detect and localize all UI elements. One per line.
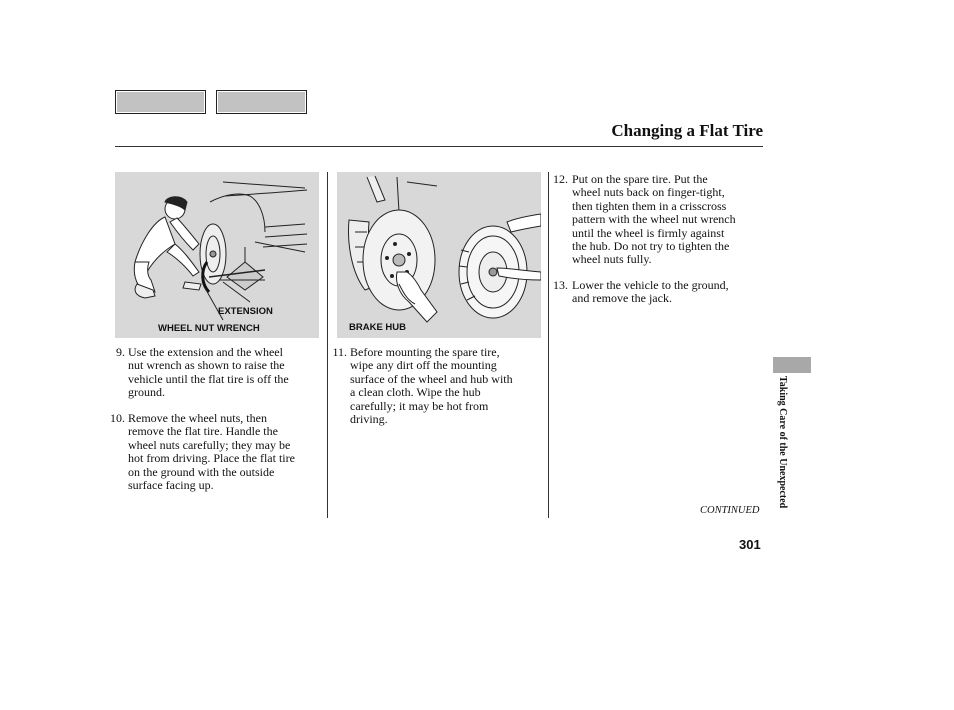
step-number: 9. xyxy=(116,345,125,359)
step-line: a clean cloth. Wipe the hub xyxy=(350,385,481,400)
chapter-tab[interactable] xyxy=(773,357,811,373)
step-line: wheel nuts fully. xyxy=(572,252,652,267)
page-number: 301 xyxy=(739,537,761,552)
figure-caption-brake-hub: BRAKE HUB xyxy=(349,322,406,333)
step-line: wheel nuts back on finger-tight, xyxy=(572,185,725,200)
step-line: surface facing up. xyxy=(128,478,214,493)
step-number: 11. xyxy=(332,345,347,359)
figure-brake-hub-illustration xyxy=(337,172,541,338)
step-line: wheel nuts carefully; they may be xyxy=(128,437,291,452)
step-line: until the wheel is firmly against xyxy=(572,225,725,240)
step-line: Put on the spare tire. Put the xyxy=(572,172,708,186)
step-line: on the ground with the outside xyxy=(128,464,275,479)
step-line: the hub. Do not try to tighten the xyxy=(572,239,730,254)
step-text xyxy=(572,173,736,267)
step-9 xyxy=(108,346,323,402)
page-title: Changing a Flat Tire xyxy=(611,121,763,140)
step-line: hot from driving. Place the flat tire xyxy=(128,451,295,466)
step-line: and remove the jack. xyxy=(572,291,672,306)
nav-tab-1[interactable] xyxy=(115,90,206,114)
step-line: Before mounting the spare tire, xyxy=(350,345,500,359)
step-line: ground. xyxy=(128,385,165,400)
nav-tab-2[interactable] xyxy=(216,90,307,114)
step-line: remove the flat tire. Handle the xyxy=(128,424,278,439)
step-12 xyxy=(551,173,763,269)
step-text xyxy=(128,346,289,400)
step-line: carefully; it may be hot from xyxy=(350,398,489,413)
step-number: 10. xyxy=(110,411,125,425)
step-line: nut wrench as shown to raise the xyxy=(128,358,285,373)
step-line: wipe any dirt off the mounting xyxy=(350,358,497,373)
step-line: Remove the wheel nuts, then xyxy=(128,411,267,425)
step-line: Lower the vehicle to the ground, xyxy=(572,278,729,292)
column-divider-2 xyxy=(548,172,549,518)
step-line: pattern with the wheel nut wrench xyxy=(572,212,736,227)
step-line: vehicle until the flat tire is off the xyxy=(128,371,289,386)
step-line: Use the extension and the wheel xyxy=(128,345,283,359)
step-10 xyxy=(108,412,323,494)
title-rule xyxy=(115,146,763,147)
continued-label: CONTINUED xyxy=(700,505,760,516)
step-number: 13. xyxy=(553,278,568,292)
step-text xyxy=(350,346,513,426)
step-line: surface of the wheel and hub with xyxy=(350,371,513,386)
figure-jack-illustration xyxy=(115,172,319,338)
step-13 xyxy=(551,279,763,307)
step-text xyxy=(128,412,295,492)
step-line: driving. xyxy=(350,412,388,427)
figure-caption-wheel-nut-wrench: WHEEL NUT WRENCH xyxy=(158,323,260,334)
jack-illustration xyxy=(115,172,319,338)
step-11 xyxy=(330,346,545,428)
figure-caption-extension: EXTENSION xyxy=(218,306,273,317)
step-line: then tighten them in a crisscross xyxy=(572,198,727,213)
chapter-label: Taking Care of the Unexpected xyxy=(777,376,788,509)
brake-hub-illustration xyxy=(337,172,541,338)
step-number: 12. xyxy=(553,172,568,186)
column-divider-1 xyxy=(327,172,328,518)
step-text xyxy=(572,279,729,306)
